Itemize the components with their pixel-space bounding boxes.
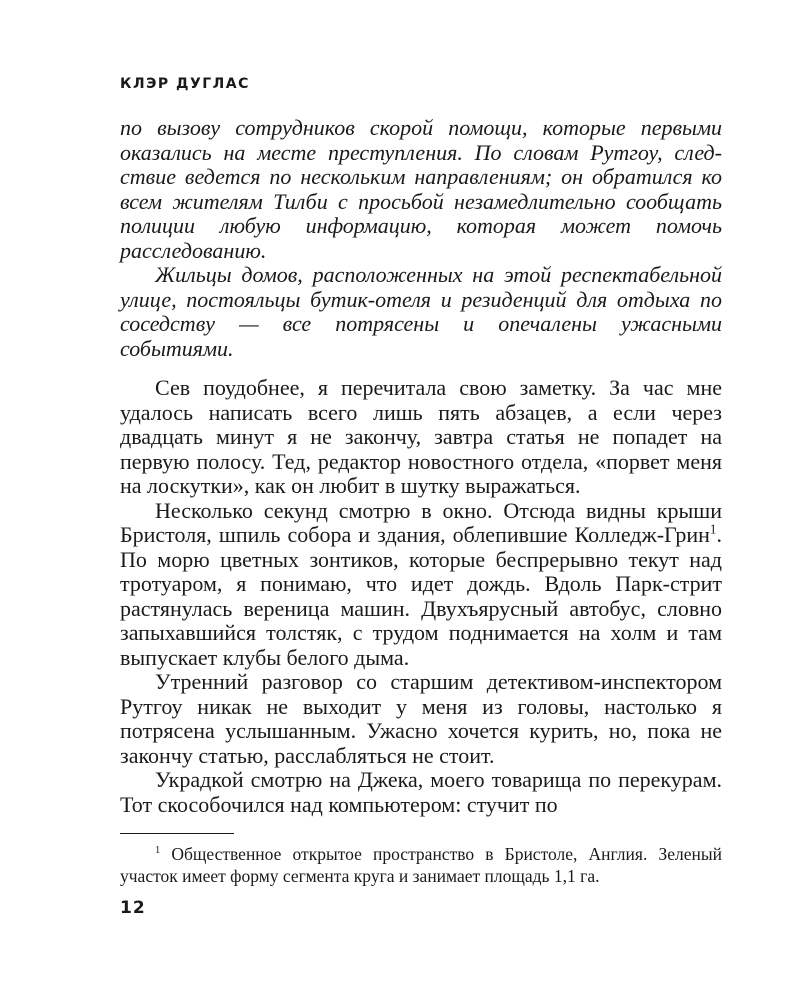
footnote-marker: 1	[155, 845, 161, 857]
running-head-author: КЛЭР ДУГЛАС	[120, 76, 250, 92]
body-paragraph: Украдкой смотрю на Джека, моего товарища по перекурам. Тот скособочился над компьютером: стучит по	[120, 767, 722, 817]
footnote-text: Общественное открытое пространство в Бристоле, Англия. Зеленый участок имеет форму сегмента круга и занимает площадь 1,1 га.	[120, 844, 722, 886]
footnotes	[120, 843, 722, 887]
body-text: Несколько секунд смотрю в окно. Отсюда видны крыши Бристоля, шпиль собора и здания, облепившие Колледж-Грин	[120, 497, 722, 547]
excerpt-paragraph: по вызову сотрудников скорой помощи, которые первыми оказались на месте преступления. По словам Рутгоу, следствие ведется по нескольким направлениям; он обратился ко всем жителям Тилби с просьбой незамедлительно сообщать полиции любую информацию, которая может помочь расследованию.	[120, 115, 722, 263]
body-paragraph: Сев поудобнее, я перечитала свою заметку. За час мне удалось написать всего лишь пять абзацев, а если через двадцать минут я не закончу, завтра статья не попадет на первую полосу. Тед, редактор новостного отдела, «порвет меня на лоскутки», как он любит в шутку выражаться.	[120, 375, 722, 498]
footnote	[120, 843, 722, 887]
footnote-reference: 1	[709, 521, 717, 537]
italic-news-excerpt	[120, 116, 722, 361]
excerpt-paragraph: Жильцы домов, расположенных на этой респектабельной улице, постояльцы бутик-отеля и резиденций для отдыха по соседству — все потрясены и опечалены ужасными событиями.	[120, 262, 722, 361]
body-paragraph: Утренний разговор со старшим детективом-инспектором Рутгоу никак не выходит у меня из головы, настолько я потрясена услышанным. Ужасно хочется курить, но, пока не закончу статью, расслабляться не стоит.	[120, 669, 722, 768]
body-paragraph	[120, 499, 722, 671]
page-number: 12	[120, 898, 146, 918]
footnote-divider	[120, 833, 234, 834]
main-text	[120, 376, 722, 817]
body-text: . По морю цветных зонтиков, которые беспрерывно текут над тротуаром, я понимаю, что идет дождь. Вдоль Парк-стрит растянулась вереница машин. Двухъярусный автобус, словно запыхавшийся толстяк, с трудом поднимается на холм и там выпускает клубы белого дыма.	[120, 522, 722, 670]
